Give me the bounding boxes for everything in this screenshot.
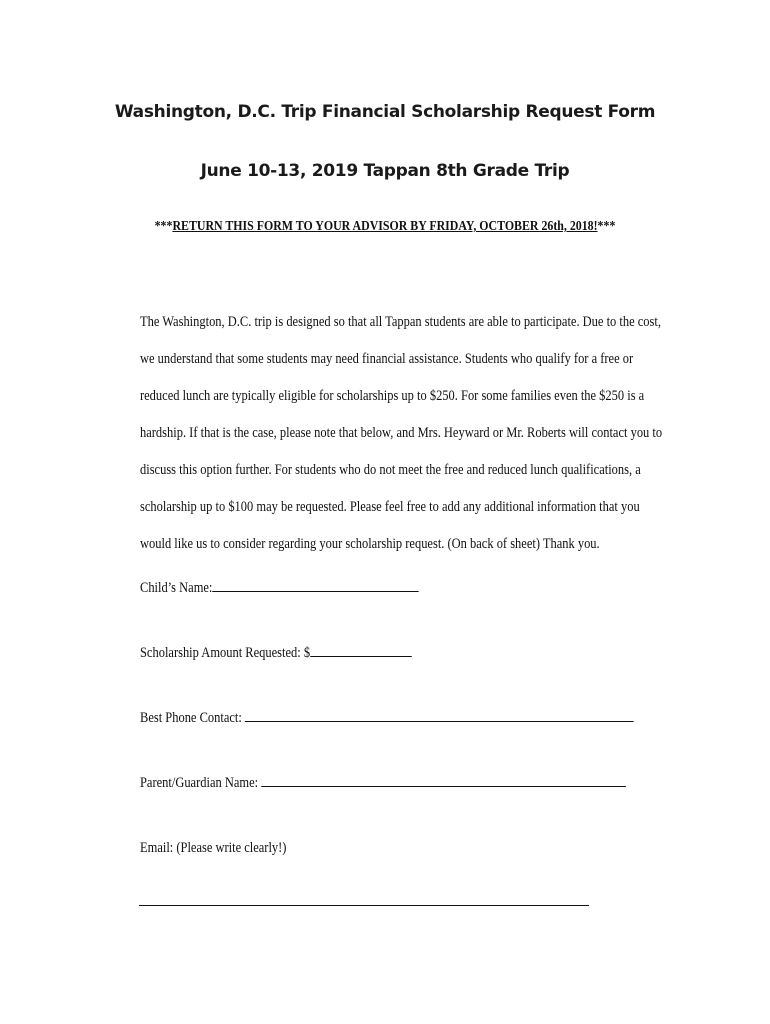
paragraph-line: hardship. If that is the case, please note that below, and Mrs. Heyward or Mr. Roberts will contact you to (140, 425, 663, 441)
amount-blank[interactable] (310, 655, 411, 657)
return-notice-suffix: *** (597, 218, 616, 233)
paragraph-line: discuss this option further. For students who do not meet the free and reduced lunch qualifications, a (140, 462, 641, 478)
form-subtitle: June 10-13, 2019 Tappan 8th Grade Trip (200, 161, 570, 181)
amount-label: Scholarship Amount Requested: $ (140, 645, 311, 661)
phone-blank[interactable] (245, 720, 634, 722)
return-notice (46, 218, 724, 234)
paragraph-line: reduced lunch are typically eligible for scholarships up to $250. For some families even the $250 is a (140, 388, 645, 404)
phone-field (140, 710, 634, 727)
intro-paragraph (140, 304, 663, 563)
return-notice-prefix: *** (154, 218, 173, 233)
child-name-label: Child’s Name: (140, 580, 213, 596)
paragraph-line: we understand that some students may need financial assistance. Students who qualify for a free or (140, 351, 634, 367)
email-field (140, 840, 286, 857)
paragraph-line: would like us to consider regarding your scholarship request. (On back of sheet) Thank you. (140, 536, 600, 552)
guardian-blank[interactable] (261, 785, 626, 787)
email-label: Email: (Please write clearly!) (140, 840, 287, 856)
form-title: Washington, D.C. Trip Financial Scholarship Request Form (114, 102, 656, 122)
child-name-field (140, 580, 419, 597)
email-blank-line[interactable] (139, 905, 589, 906)
paragraph-line: scholarship up to $100 may be requested. Please feel free to add any additional information that you (140, 499, 640, 515)
phone-label: Best Phone Contact: (140, 710, 242, 726)
paragraph-line: The Washington, D.C. trip is designed so that all Tappan students are able to participate. Due to the cost, (140, 314, 661, 330)
guardian-field (140, 775, 626, 792)
child-name-blank[interactable] (212, 590, 418, 592)
guardian-label: Parent/Guardian Name: (140, 775, 259, 791)
amount-field (140, 645, 412, 662)
return-notice-text: RETURN THIS FORM TO YOUR ADVISOR BY FRIDAY, OCTOBER 26th, 2018! (172, 218, 598, 233)
